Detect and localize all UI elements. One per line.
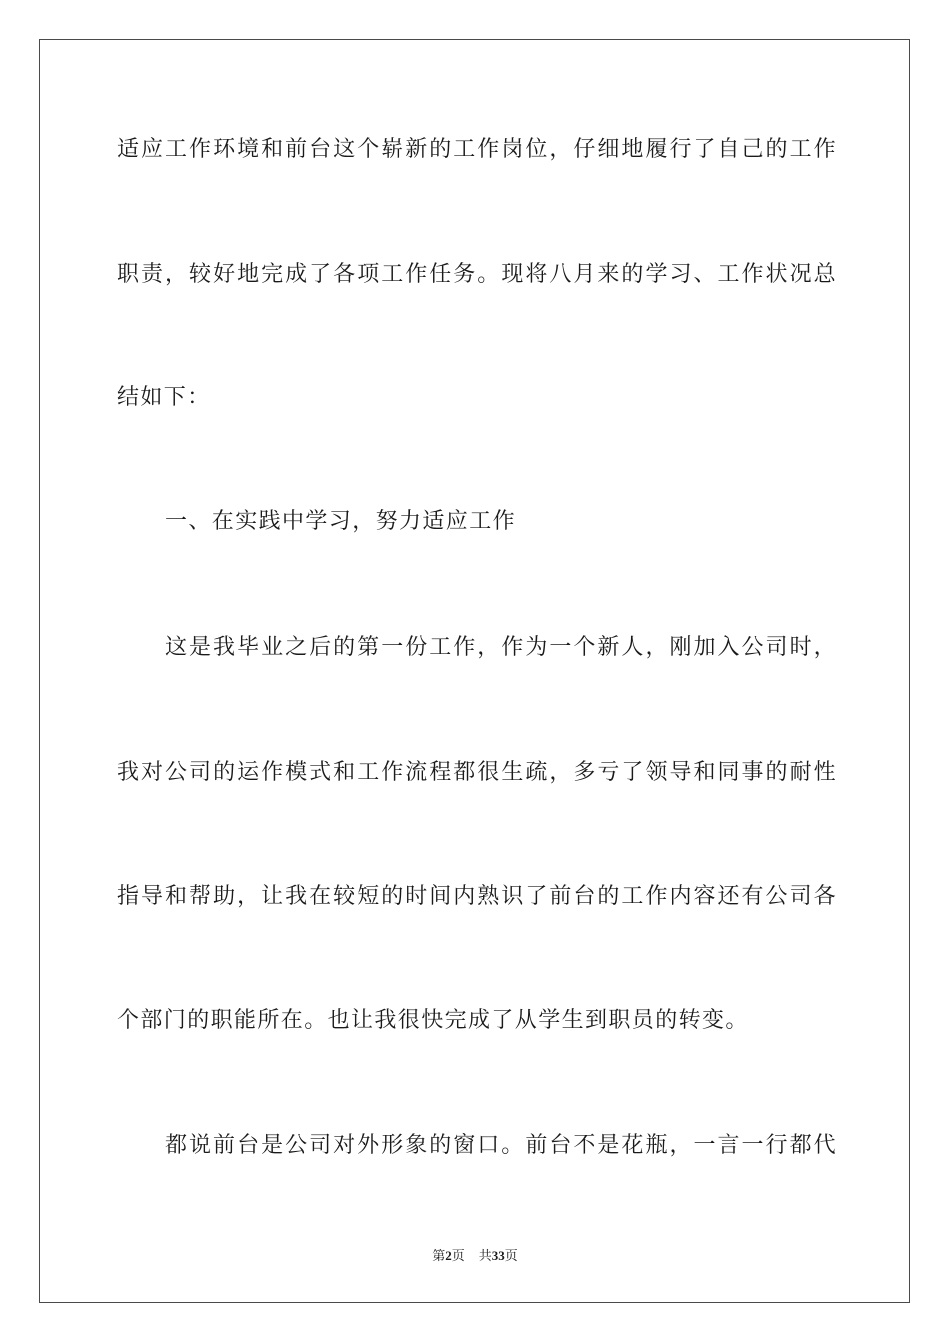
page-border — [39, 39, 910, 1303]
page-prefix: 第 — [432, 1248, 446, 1263]
body-line-6: 我对公司的运作模式和工作流程都很生疏，多亏了领导和同事的耐性 — [117, 760, 837, 785]
total-pages: 33 — [491, 1248, 505, 1263]
total-suffix: 页 — [504, 1248, 518, 1263]
page-number: 2 — [445, 1248, 452, 1263]
page-footer — [0, 1246, 950, 1266]
body-line-3: 结如下： — [117, 385, 211, 410]
body-line-8: 个部门的职能所在。也让我很快完成了从学生到职员的转变。 — [117, 1008, 749, 1033]
page-suffix: 页 — [451, 1248, 465, 1263]
body-line-1: 适应工作环境和前台这个崭新的工作岗位，仔细地履行了自己的工作 — [117, 137, 837, 162]
body-line-9: 都说前台是公司对外形象的窗口。前台不是花瓶，一言一行都代 — [165, 1133, 837, 1158]
total-prefix: 共 — [478, 1248, 492, 1263]
body-line-2: 职责，较好地完成了各项工作任务。现将八月来的学习、工作状况总 — [117, 262, 837, 287]
body-line-7: 指导和帮助，让我在较短的时间内熟识了前台的工作内容还有公司各 — [117, 884, 837, 909]
section-heading: 一、在实践中学习，努力适应工作 — [165, 509, 517, 534]
body-line-5: 这是我毕业之后的第一份工作，作为一个新人，刚加入公司时， — [165, 635, 837, 660]
